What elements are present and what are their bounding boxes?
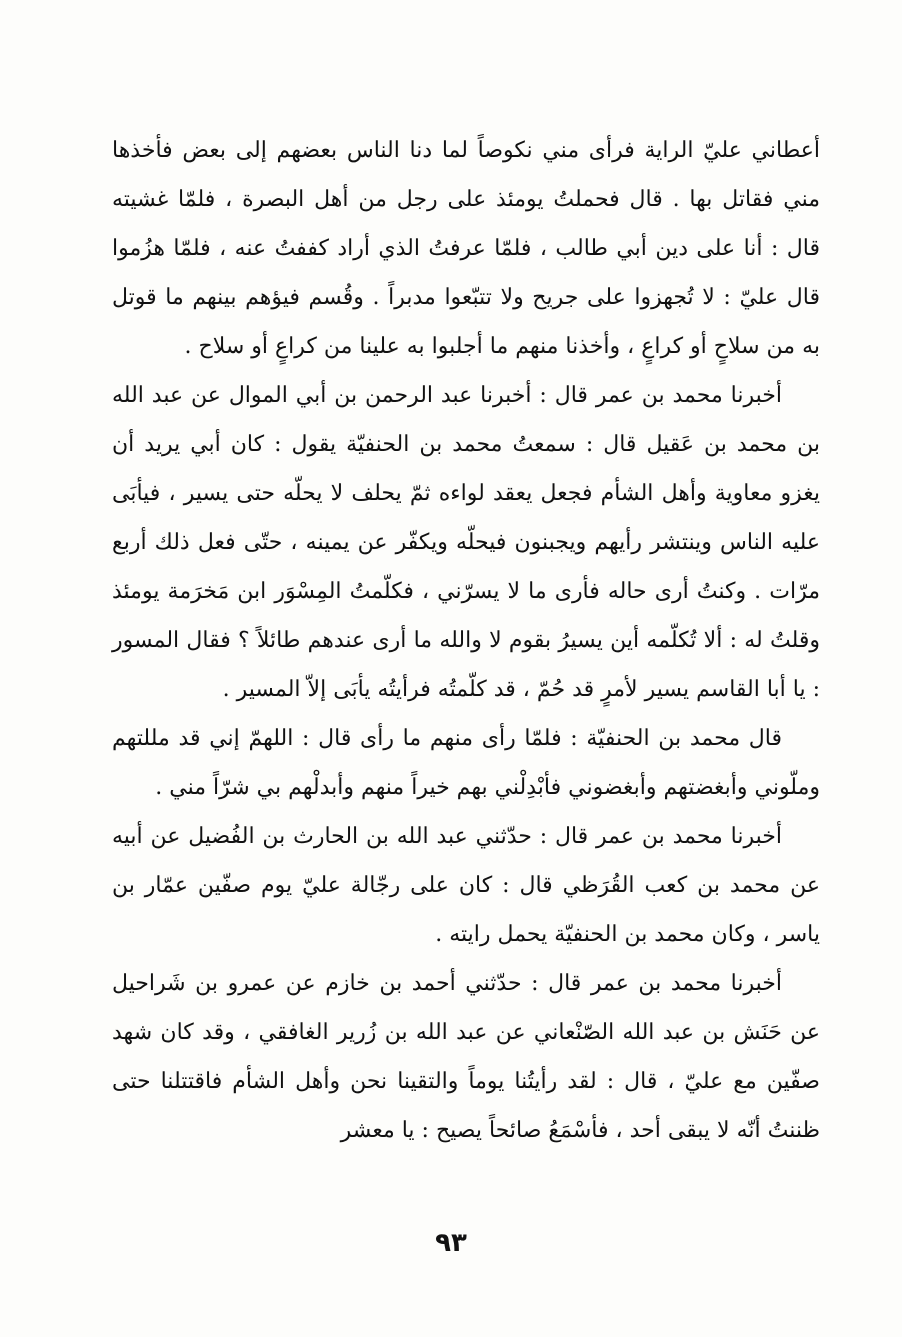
paragraph-4: أخبرنا محمد بن عمر قال : حدّثني عبد الله بن الحارث بن الفُضيل عن أبيه عن محمد بن كعب القُرَظي قال : كان على رجّالة عليّ يوم صفّين عمّار بن ياسر ، وكان محمد بن الحنفيّة يحمل رايته . — [112, 824, 820, 947]
paragraph-5: أخبرنا محمد بن عمر قال : حدّثني أحمد بن خازم عن عمرو بن شَراحيل عن حَنَش بن عبد الله الصّنْعاني عن عبد الله بن زُرير الغافقي ، وقد كان شهد صفّين مع عليّ ، قال : لقد رأيتُنا يوماً والتقينا نحن وأهل الشأم فاقتتلنا حتى ظننتُ أنّه لا يبقى أحد ، فأسْمَعُ صائحاً يصيح : يا معشر — [112, 971, 820, 1143]
paragraph-3: قال محمد بن الحنفيّة : فلمّا رأى منهم ما رأى قال : اللهمّ إني قد مللتهم وملّوني وأبغضتهم وأبغضوني فأبْدِلْني بهم خيراً منهم وأبدلْهم بي شرّاً مني . — [112, 726, 820, 800]
paragraph-2: أخبرنا محمد بن عمر قال : أخبرنا عبد الرحمن بن أبي الموال عن عبد الله بن محمد بن عَقيل قال : سمعتُ محمد بن الحنفيّة يقول : كان أبي يريد أن يغزو معاوية وأهل الشأم فجعل يعقد لواءه ثمّ يحلف لا يحلّه حتى يسير ، فيأبَى عليه الناس وينتشر رأيهم ويجبنون فيحلّه ويكفّر عن يمينه ، حتّى فعل ذلك أربع مرّات . وكنتُ أرى حاله فأرى ما لا يسرّني ، فكلّمتُ المِسْوَر ابن مَخرَمة يومئذ وقلتُ له : ألا تُكلّمه أين يسيرُ بقوم لا والله ما أرى عندهم طائلاً ؟ فقال المسور : يا أبا القاسم يسير لأمرٍ قد حُمّ ، قد كلّمتُه فرأيتُه يأبَى إلاّ المسير . — [112, 383, 820, 702]
page-number: ٩٣ — [435, 1228, 467, 1258]
body-text — [112, 126, 820, 1155]
paragraph-1: أعطاني عليّ الراية فرأى مني نكوصاً لما دنا الناس بعضهم إلى بعض فأخذها مني فقاتل بها . قال فحملتُ يومئذ على رجل من أهل البصرة ، فلمّا غشيته قال : أنا على دين أبي طالب ، فلمّا عرفتُ الذي أراد كففتُ عنه ، فلمّا هزُموا قال عليّ : لا تُجهزوا على جريح ولا تتبّعوا مدبراً . وقُسم فيؤهم بينهم ما قوتل به من سلاحٍ أو كراعٍ ، وأخذنا منهم ما أجلبوا به علينا من كراعٍ أو سلاح . — [112, 138, 820, 359]
